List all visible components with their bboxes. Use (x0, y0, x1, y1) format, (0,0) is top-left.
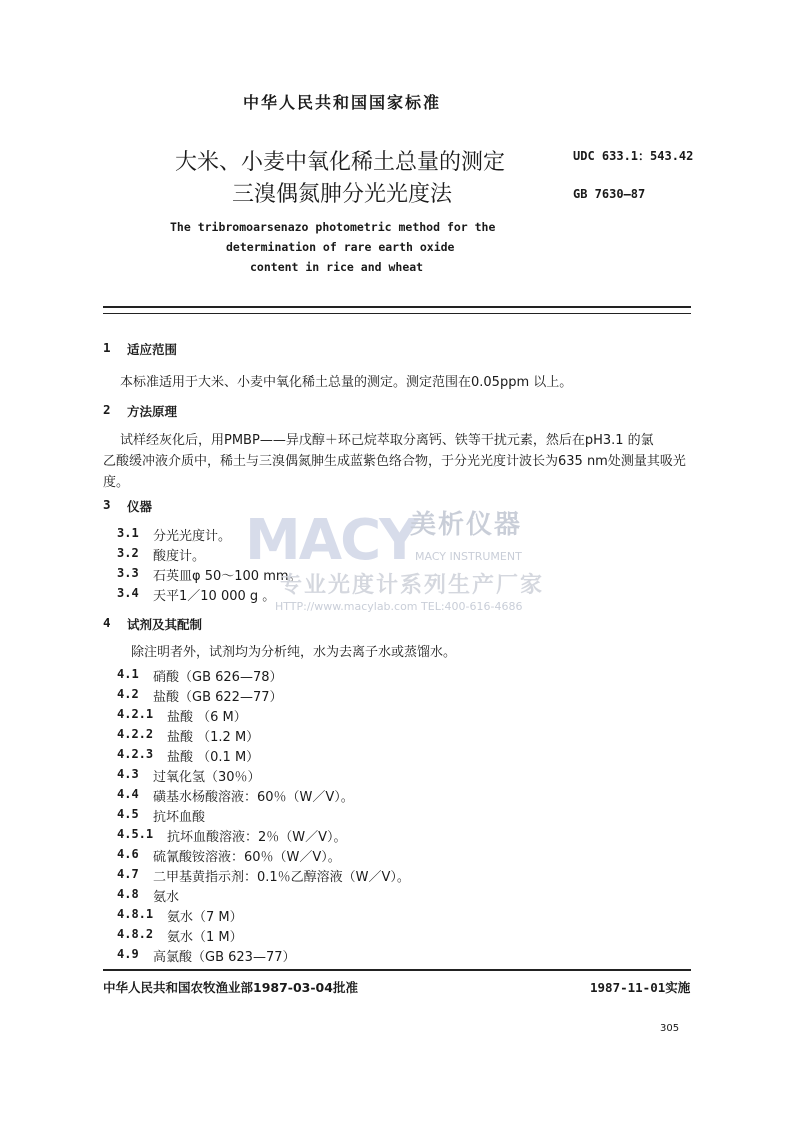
english-title-line2: determination of rare earth oxide (226, 240, 455, 254)
item-text: 二甲基黄指示剂：0.1％乙醇溶液（W／V）。 (153, 870, 410, 885)
section-2-body-line1: 试样经灰化后，用PMBP——异戊醇＋环己烷萃取分离钙、铁等干扰元素，然后在pH3.1 的氯 (120, 433, 654, 448)
section-4-title: 试剂及其配制 (127, 617, 203, 632)
section-4-number: 4 (103, 615, 111, 630)
watermark-slogan: 专业光度计系列生产厂家 (280, 573, 545, 598)
gb-code: GB 7630—87 (573, 187, 646, 201)
item-text: 盐酸 （6 M） (167, 710, 247, 725)
item-text: 磺基水杨酸溶液：60％（W／V）。 (153, 790, 354, 805)
footer-rule (103, 969, 691, 971)
section-1-number: 1 (103, 340, 111, 355)
section-2-body-line2: 乙酸缓冲液介质中，稀土与三溴偶氮胂生成蓝紫色络合物，于分光光度计波长为635 nm处测量其吸光 (103, 454, 686, 469)
item-text: 氨水（1 M） (167, 930, 243, 945)
item-text: 盐酸 （0.1 M） (167, 750, 260, 765)
english-title-line3: content in rice and wheat (250, 260, 424, 274)
approval-statement: 中华人民共和国农牧渔业部1987-03-04批准 (103, 980, 358, 995)
item-text: 抗坏血酸溶液：2％（W／V）。 (167, 830, 347, 845)
item-text: 天平1／10 000 g 。 (153, 589, 276, 604)
item-text: 过氧化氢（30％） (153, 770, 261, 785)
item-number: 3.3 (117, 566, 139, 580)
item-text: 氨水（7 M） (167, 910, 243, 925)
item-text: 高氯酸（GB 623—77） (153, 950, 296, 965)
watermark-company-name: 美析仪器 (410, 510, 523, 540)
item-number: 4.2.1 (117, 707, 154, 721)
section-2-number: 2 (103, 402, 111, 417)
item-number: 4.6 (117, 847, 139, 861)
item-number: 4.5 (117, 807, 139, 821)
watermark-english-name: MACY INSTRUMENT (415, 550, 522, 563)
section-1-body: 本标准适用于大米、小麦中氧化稀土总量的测定。测定范围在0.05ppm 以上。 (120, 375, 573, 390)
effective-date: 1987-11-01实施 (590, 980, 691, 995)
item-number: 4.2.2 (117, 727, 154, 741)
item-text: 酸度计。 (153, 549, 206, 564)
section-3-title: 仪器 (127, 499, 153, 514)
section-2-title: 方法原理 (127, 404, 178, 419)
item-number: 4.2.3 (117, 747, 154, 761)
section-2-body-line3: 度。 (103, 475, 130, 490)
document-title-line2: 三溴偶氮胂分光光度法 (232, 182, 453, 207)
watermark-url: HTTP://www.macylab.com TEL:400-616-4686 (275, 600, 523, 613)
item-number: 4.1 (117, 667, 139, 681)
item-number: 4.4 (117, 787, 139, 801)
item-text: 石英皿φ 50～100 mm。 (153, 569, 302, 584)
section-3-number: 3 (103, 497, 111, 512)
item-text: 抗坏血酸 (153, 810, 206, 825)
watermark-logo: MACY (245, 508, 418, 573)
item-number: 4.9 (117, 947, 139, 961)
watermark (235, 498, 575, 618)
document-title-line1: 大米、小麦中氧化稀土总量的测定 (175, 150, 506, 175)
item-text: 氨水 (153, 890, 180, 905)
item-text: 硝酸（GB 626—78） (153, 670, 283, 685)
item-number: 3.2 (117, 546, 139, 560)
item-text: 盐酸 （1.2 M） (167, 730, 260, 745)
page-number: 305 (660, 1023, 680, 1034)
english-title-line1: The tribromoarsenazo photometric method for the (170, 220, 496, 234)
item-text: 盐酸（GB 622—77） (153, 690, 283, 705)
national-standard-label: 中华人民共和国国家标准 (243, 93, 442, 112)
item-number: 3.4 (117, 586, 139, 600)
item-number: 4.7 (117, 867, 139, 881)
item-number: 4.3 (117, 767, 139, 781)
item-number: 4.5.1 (117, 827, 154, 841)
item-text: 硫氰酸铵溶液：60％（W／V）。 (153, 850, 341, 865)
header-rule-thin (103, 313, 691, 314)
header-rule-thick (103, 306, 691, 308)
section-1-title: 适应范围 (127, 342, 178, 357)
item-number: 4.8.2 (117, 927, 154, 941)
item-number: 4.8 (117, 887, 139, 901)
item-number: 4.2 (117, 687, 139, 701)
item-number: 4.8.1 (117, 907, 154, 921)
item-number: 3.1 (117, 526, 139, 540)
item-text: 分光光度计。 (153, 529, 232, 544)
udc-code: UDC 633.1：543.42 (573, 149, 694, 163)
section-4-intro: 除注明者外，试剂均为分析纯，水为去离子水或蒸馏水。 (131, 645, 457, 660)
